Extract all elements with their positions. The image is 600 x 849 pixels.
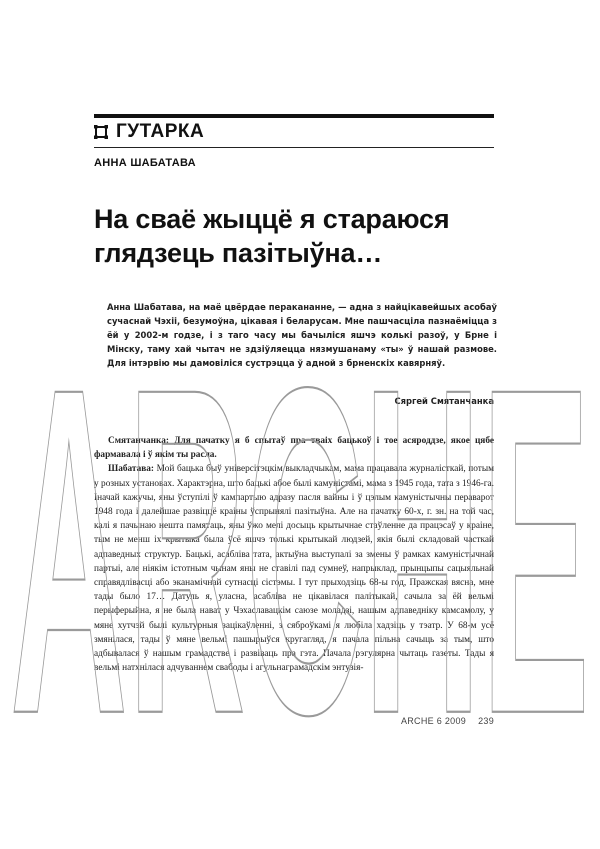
author-name: АННА ШАБАТАВА: [94, 157, 196, 169]
lead-byline: Сяргей Смятанчанка: [394, 396, 494, 406]
ornament-square-icon: [94, 125, 108, 139]
interview-answer: [94, 462, 494, 675]
lead-paragraph: Анна Шабатава, на маё цвёрдае перакананне, — адна з найцікавейшых асобаў сучаснай Чэхіі, безумоўна, цікавая і беларусам. Мне пашчасціла пазнаёміцца з ёй у 2002-м годзе, і з таго часу мы бачыліся яшчэ колькі разоў, у Брне і Мінску, таму хай чытач не здзіўляецца нязмушанаму «ты» ў нашай размове. Для інтэрвію мы дамовіліся сустрэцца ў адной з брненскіх кавярняў.: [107, 302, 497, 368]
page-footer: [380, 716, 494, 726]
journal-issue: ARCHE 6 2009: [400, 716, 467, 726]
speaker-label: Шабатава:: [108, 464, 155, 475]
section-divider: [94, 147, 494, 148]
section-title: ГУТАРКА: [116, 121, 205, 142]
question-text: Для пачатку я б спытаў пра тваіх бацькоў і тое асяроддзе, якое цябе фармавала і ў якім ты расла.: [94, 436, 494, 461]
interview-question: [94, 434, 494, 462]
answer-text: Мой бацька быў універсітэцкім выкладчыкам, мама працавала журналісткай, потым у розных установах. Характэрна, што бацькі абое былі камуністамі, мама з 1945 года, тата з 1946-га. Іначай кажучы, яны ўступілі ў кампартыю адразу пасля вайны і ў цэлым камуністычны пераварот 1948 года і далейшае развіццё краіны ўспрынялі пазітыўна. Але на пачатку 60-х, г. зн. на той час, калі я пачынаю нешта памятаць, яны ўжо мелі досыць крытычнае стаўленне да працэсаў у краіне, тым не менш іх крытыка была ўсё яшчэ толькі крытыкай людзей, якія былі складовай часткай адпаведных структур. Бацькі, асабліва тата, актыўна выступалі за змены ў рамках камуністычнай партыі, але ніякім істотным чынам яны не ставілі пад сумнеў, напрыклад, прынцыпы сацыяльнай справядлівасці або эканамічнай сутнасці сістэмы. І тут прыходзіць 68-ы год, Пражская вясна, мне тады было 17… Датуль я, уласна, асабліва не цікавілася палітыкай, сачыла за ёй вельмі перыферыйна, я не была нават у Чэхаславацкім саюзе моладзі, нашым адпаведніку камсамолу, у мяне хутчэй былі культурныя зацікаўленні, з сяброўкамі я любіла хадзіць у тэатр. У 68-м усё змянілася, тады ў мяне вельмі пашырыўся кругагляд, я пачала пільна сачыць за тым, што адбывалася ў нашым грамадстве і развіваць пра гэта. Пачала рэгулярна чытаць газеты. Тады я вельмі натхнілася адчуваннем свабоды і агульнаграмадскім энтузія-: [94, 464, 494, 674]
headline-line-1: На сваё жыццё я стараюся: [94, 204, 450, 234]
speaker-label: Смятанчанка:: [108, 436, 169, 446]
article-headline: [94, 202, 494, 270]
headline-line-2: глядзець пазітыўна…: [94, 238, 383, 268]
top-rule: [94, 114, 494, 118]
section-header: [94, 121, 494, 143]
article-body: [94, 434, 494, 675]
watermark-text: ARCHE: [10, 291, 591, 811]
page-number: 239: [478, 716, 494, 726]
